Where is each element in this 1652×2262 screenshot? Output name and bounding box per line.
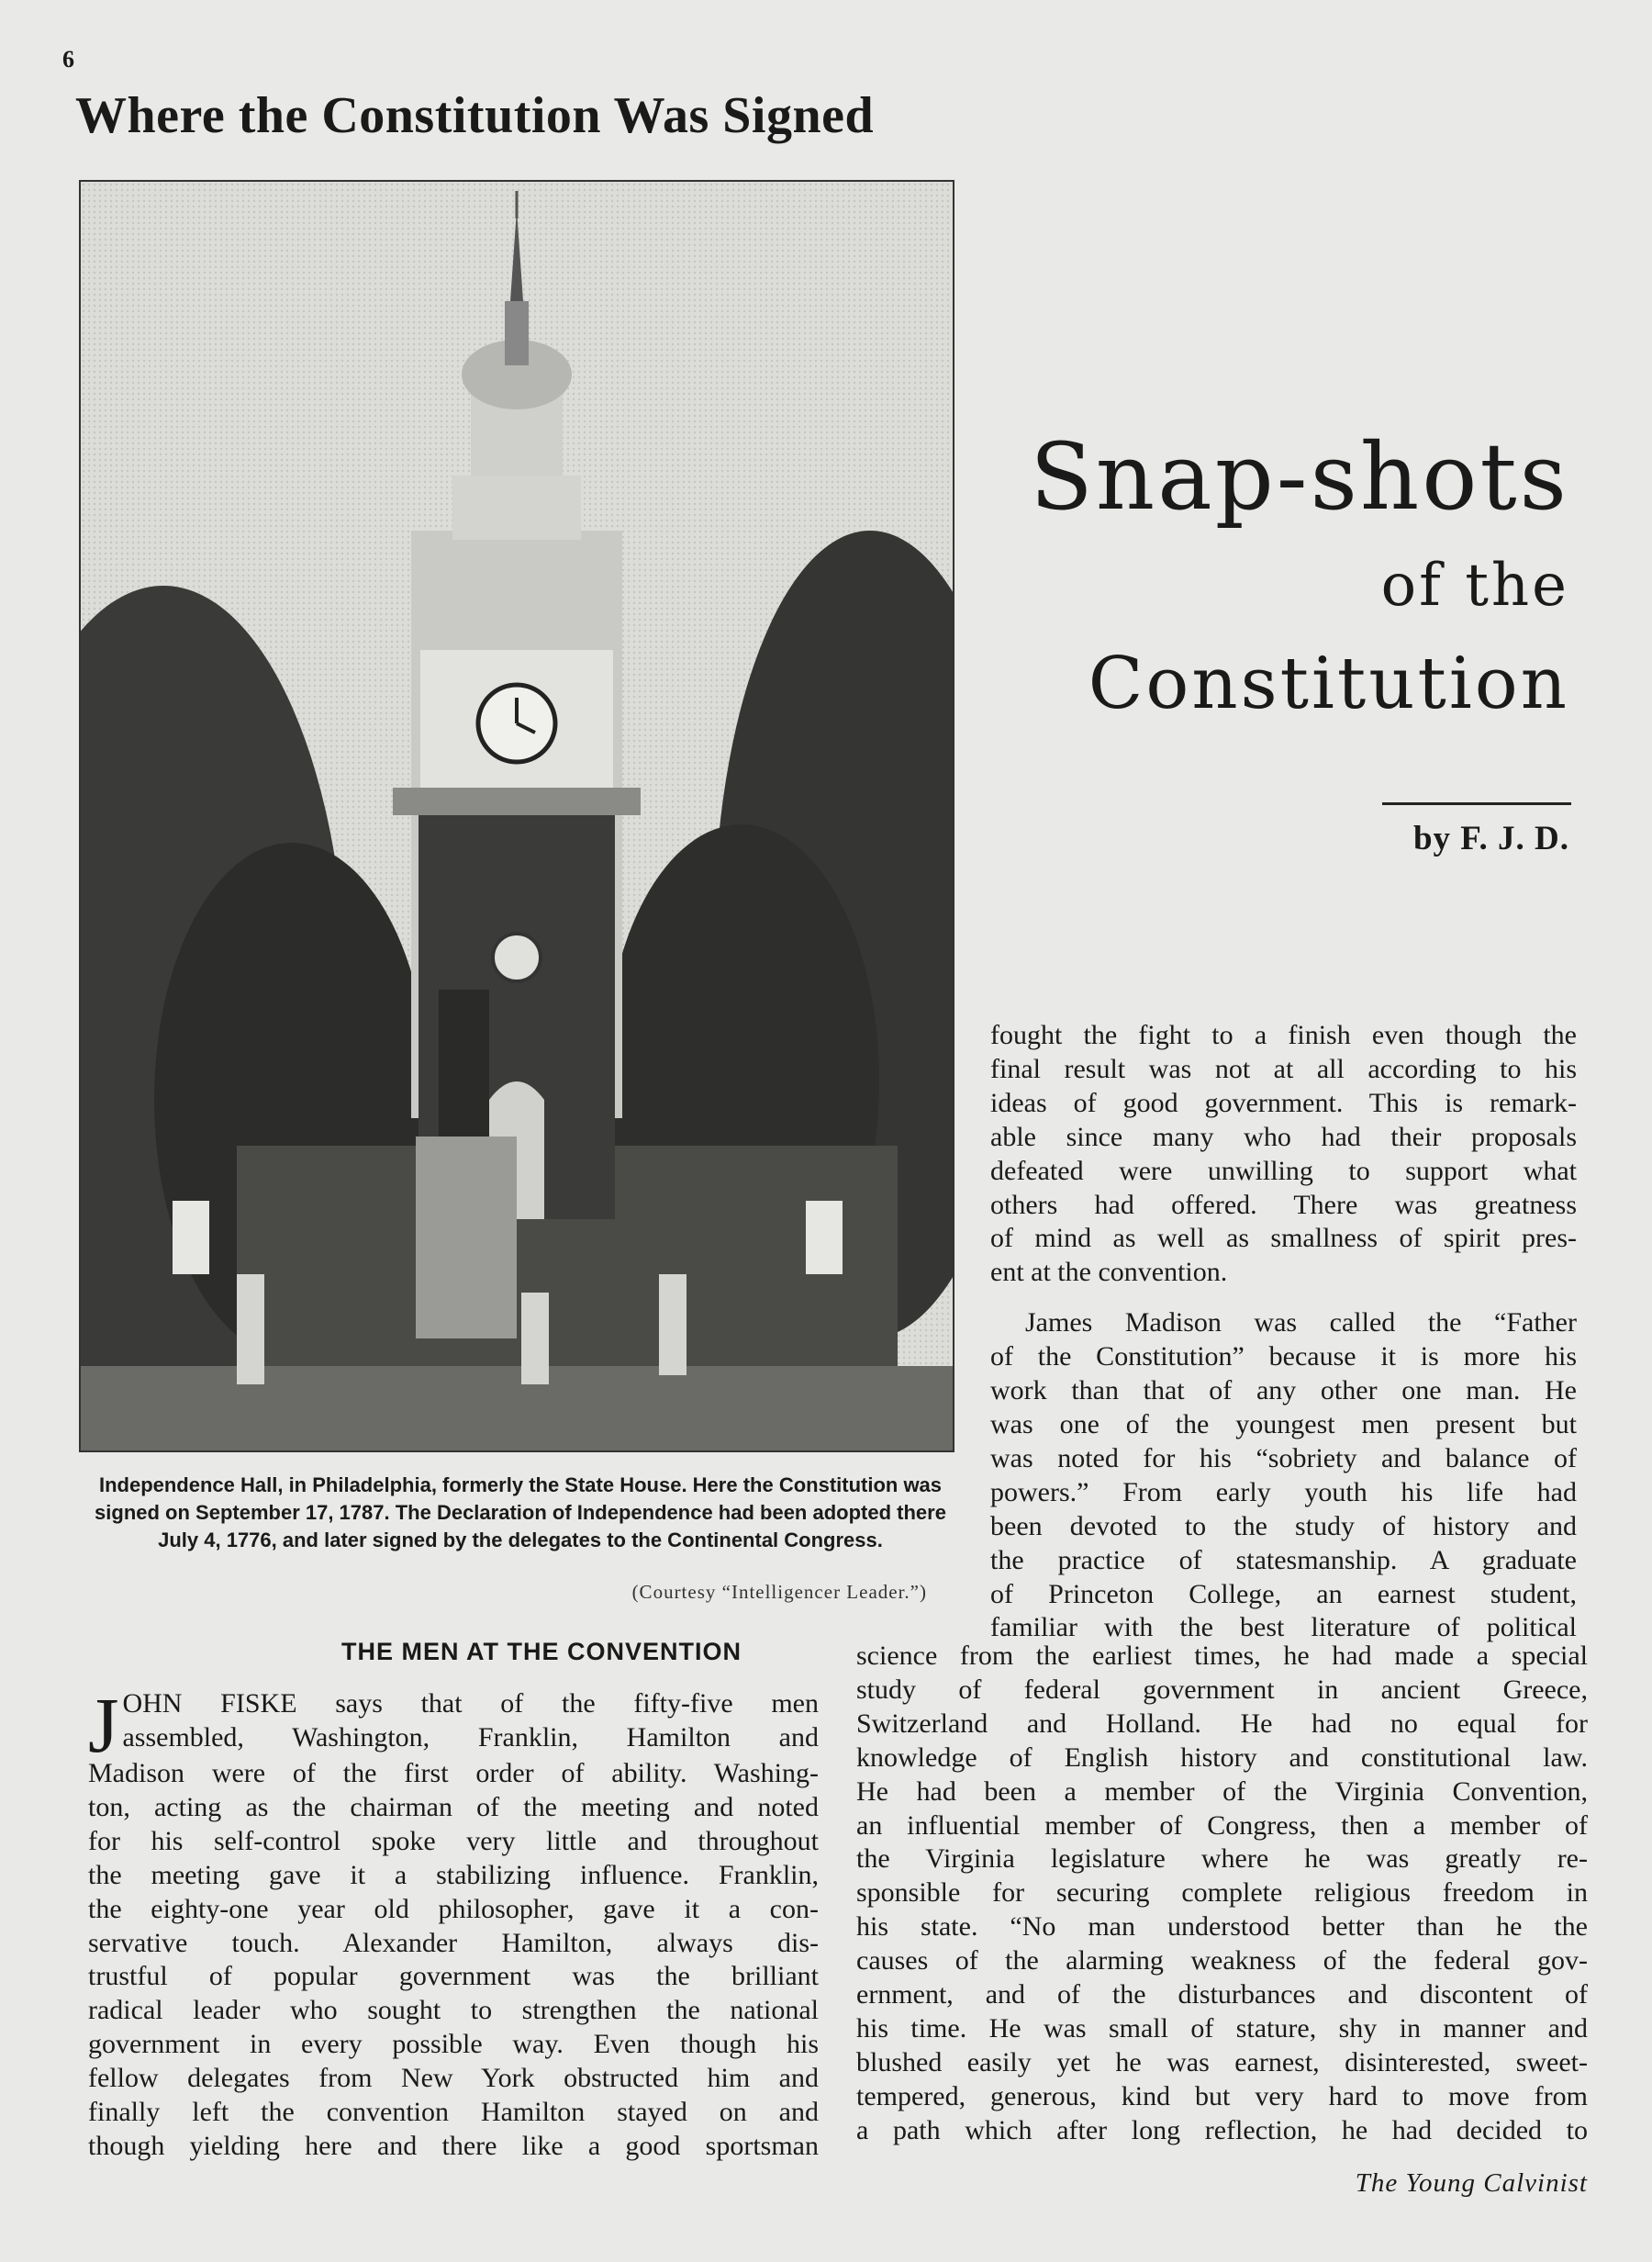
text-line: Switzerland and Holland. He had no equal for bbox=[856, 1708, 1588, 1739]
text-line: been devoted to the study of history and bbox=[990, 1510, 1577, 1541]
text-line: causes of the alarming weakness of the federal gov- bbox=[856, 1945, 1588, 1976]
article-title-line-2: of the bbox=[1380, 552, 1569, 620]
drop-cap: J bbox=[88, 1681, 119, 1769]
left-headline: Where the Constitution Was Signed bbox=[75, 87, 875, 144]
text-line: able since many who had their proposals bbox=[990, 1121, 1577, 1152]
text-line: powers.” From early youth his life had bbox=[990, 1476, 1577, 1507]
text-line: ideas of good government. This is remark- bbox=[990, 1087, 1577, 1118]
byline-rule bbox=[1382, 802, 1571, 805]
text-line: servative touch. Alexander Hamilton, always dis- bbox=[88, 1927, 819, 1958]
text-line: science from the earliest times, he had made a special bbox=[856, 1641, 1588, 1671]
text-line: for his self-control spoke very little and throughout bbox=[88, 1825, 819, 1856]
text-line: of the Constitution” because it is more his bbox=[990, 1341, 1577, 1372]
text-line: fellow delegates from New York obstructed him and bbox=[88, 2063, 819, 2094]
text-line: trustful of popular government was the brilliant bbox=[88, 1961, 819, 1992]
text-line: study of federal government in ancient Greece, bbox=[856, 1674, 1588, 1705]
text-line: a path which after long reflection, he had decided to bbox=[856, 2114, 1588, 2145]
text-line: his time. He was small of stature, shy in manner and bbox=[856, 2012, 1588, 2044]
text-line: an influential member of Congress, then a member of bbox=[856, 1809, 1588, 1841]
text-line: ton, acting as the chairman of the meeting and noted bbox=[88, 1791, 819, 1822]
text-line: of Princeton College, an earnest student, bbox=[990, 1578, 1577, 1609]
photo-courtesy: (Courtesy “Intelligencer Leader.”) bbox=[631, 1581, 927, 1603]
text-line: defeated were unwilling to support what bbox=[990, 1155, 1577, 1186]
photo-illustration bbox=[81, 182, 953, 1450]
page-number: 6 bbox=[62, 46, 74, 73]
text-line: ernment, and of the disturbances and discontent of bbox=[856, 1979, 1588, 2010]
text-line: others had offered. There was greatness bbox=[990, 1189, 1577, 1220]
text-line: the practice of statesmanship. A graduate bbox=[990, 1544, 1577, 1575]
text-line: his state. “No man understood better than he the bbox=[856, 1911, 1588, 1943]
text-line: work than that of any other one man. He bbox=[990, 1375, 1577, 1406]
text-line: Madison were of the first order of ability. Washing- bbox=[88, 1758, 819, 1788]
article-title bbox=[927, 423, 1569, 725]
text-line: the eighty-one year old philosopher, gave it a con- bbox=[88, 1893, 819, 1924]
text-line: tempered, generous, kind but very hard to move from bbox=[856, 2080, 1588, 2111]
text-line: James Madison was called the “Father bbox=[1025, 1307, 1577, 1338]
article-title-line-1: Snap-shots bbox=[1030, 423, 1569, 531]
text-line: was noted for his “sobriety and balance of bbox=[990, 1442, 1577, 1473]
text-line: of mind as well as smallness of spirit pres- bbox=[990, 1223, 1577, 1254]
right-column-bottom bbox=[856, 1640, 1588, 2148]
text-line: finally left the convention Hamilton stayed on and bbox=[88, 2097, 819, 2128]
text-line: sponsible for securing complete religious freedom in bbox=[856, 1877, 1588, 1909]
text-line: familiar with the best literature of political bbox=[990, 1612, 1577, 1643]
independence-hall-photo bbox=[79, 180, 954, 1452]
text-line: the Virginia legislature where he was greatly re- bbox=[856, 1843, 1588, 1875]
text-line: fought the fight to a finish even though the bbox=[990, 1020, 1577, 1050]
right-column-top bbox=[990, 1019, 1577, 1645]
text-line: was one of the youngest men present but bbox=[990, 1408, 1577, 1439]
text-line: government in every possible way. Even though his bbox=[88, 2029, 819, 2060]
text-line: He had been a member of the Virginia Convention, bbox=[856, 1775, 1588, 1807]
text-line: radical leader who sought to strengthen the national bbox=[88, 1995, 819, 2026]
text-line: ent at the convention. bbox=[990, 1257, 1228, 1288]
photo-caption: Independence Hall, in Philadelphia, formerly the State House. Here the Constitution was signed on September 17, 1787. The Declaration of Independence had been adopted there July 4, 1776, and later signed by the delegates to the Continental Congress. bbox=[95, 1473, 946, 1551]
text-line: though yielding here and there like a good sportsman bbox=[88, 2130, 819, 2161]
magazine-name-footer: The Young Calvinist bbox=[1355, 2168, 1588, 2198]
text-line: blushed easily yet he was earnest, disinterested, sweet- bbox=[856, 2046, 1588, 2077]
article-title-line-3: Constitution bbox=[1088, 643, 1569, 725]
text-line: the meeting gave it a stabilizing influence. Franklin, bbox=[88, 1859, 819, 1890]
text-line: final result was not at all according to his bbox=[990, 1053, 1577, 1084]
text-line: knowledge of English history and constitutional law. bbox=[856, 1741, 1588, 1773]
byline: by F. J. D. bbox=[1412, 820, 1569, 857]
left-column bbox=[88, 1681, 819, 2164]
section-heading: THE MEN AT THE CONVENTION bbox=[341, 1638, 742, 1665]
text-line: OHN FISKE says that of the fifty-five men bbox=[122, 1688, 819, 1719]
text-line: assembled, Washington, Franklin, Hamilton and bbox=[122, 1721, 819, 1752]
